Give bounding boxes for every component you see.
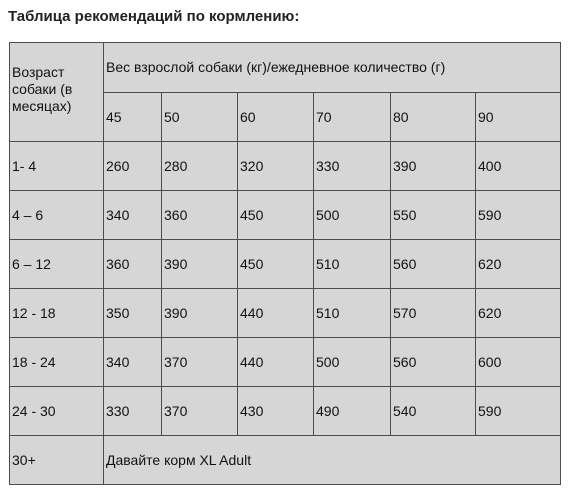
amount-cell: 390 — [162, 289, 238, 338]
age-cell: 12 - 18 — [10, 289, 104, 338]
table-row-adult — [10, 436, 561, 485]
table-row — [10, 142, 561, 191]
table-row — [10, 289, 561, 338]
feeding-table-body — [10, 43, 561, 485]
age-header-line: собаки (в — [12, 81, 73, 97]
table-row — [10, 387, 561, 436]
amount-cell: 370 — [162, 387, 238, 436]
weight-cell: 45 — [104, 93, 162, 142]
amount-cell: 390 — [391, 142, 476, 191]
amount-cell: 570 — [391, 289, 476, 338]
amount-cell: 440 — [238, 338, 314, 387]
amount-cell: 340 — [104, 191, 162, 240]
table-row — [10, 338, 561, 387]
amount-cell: 440 — [238, 289, 314, 338]
amount-cell: 560 — [391, 338, 476, 387]
amount-cell: 620 — [476, 240, 561, 289]
weight-cell: 50 — [162, 93, 238, 142]
adult-food-note: Давайте корм XL Adult — [104, 436, 561, 485]
amount-cell: 510 — [314, 240, 391, 289]
amount-cell: 450 — [238, 240, 314, 289]
weight-column-header: Вес взрослой собаки (кг)/ежедневное количество (г) — [104, 43, 561, 93]
amount-cell: 620 — [476, 289, 561, 338]
table-row — [10, 191, 561, 240]
amount-cell: 540 — [391, 387, 476, 436]
amount-cell: 320 — [238, 142, 314, 191]
amount-cell: 560 — [391, 240, 476, 289]
weight-cell: 60 — [238, 93, 314, 142]
amount-cell: 510 — [314, 289, 391, 338]
amount-cell: 340 — [104, 338, 162, 387]
age-cell: 1- 4 — [10, 142, 104, 191]
age-header-line: месяцах) — [12, 98, 72, 114]
page-title: Таблица рекомендаций по кормлению: — [8, 8, 300, 25]
amount-cell: 590 — [476, 387, 561, 436]
age-cell: 18 - 24 — [10, 338, 104, 387]
amount-cell: 430 — [238, 387, 314, 436]
amount-cell: 400 — [476, 142, 561, 191]
amount-cell: 260 — [104, 142, 162, 191]
amount-cell: 550 — [391, 191, 476, 240]
amount-cell: 360 — [162, 191, 238, 240]
weight-cell: 70 — [314, 93, 391, 142]
amount-cell: 450 — [238, 191, 314, 240]
feeding-table — [9, 42, 561, 485]
age-cell: 24 - 30 — [10, 387, 104, 436]
amount-cell: 390 — [162, 240, 238, 289]
table-header-row — [10, 43, 561, 93]
age-column-header — [10, 43, 104, 142]
weight-cell: 80 — [391, 93, 476, 142]
amount-cell: 370 — [162, 338, 238, 387]
age-header-line: Возраст — [12, 64, 65, 80]
age-cell: 4 – 6 — [10, 191, 104, 240]
amount-cell: 490 — [314, 387, 391, 436]
amount-cell: 280 — [162, 142, 238, 191]
weight-cell: 90 — [476, 93, 561, 142]
amount-cell: 330 — [104, 387, 162, 436]
age-cell: 6 – 12 — [10, 240, 104, 289]
age-cell: 30+ — [10, 436, 104, 485]
amount-cell: 350 — [104, 289, 162, 338]
amount-cell: 500 — [314, 338, 391, 387]
table-row — [10, 240, 561, 289]
amount-cell: 600 — [476, 338, 561, 387]
amount-cell: 590 — [476, 191, 561, 240]
amount-cell: 360 — [104, 240, 162, 289]
amount-cell: 500 — [314, 191, 391, 240]
amount-cell: 330 — [314, 142, 391, 191]
